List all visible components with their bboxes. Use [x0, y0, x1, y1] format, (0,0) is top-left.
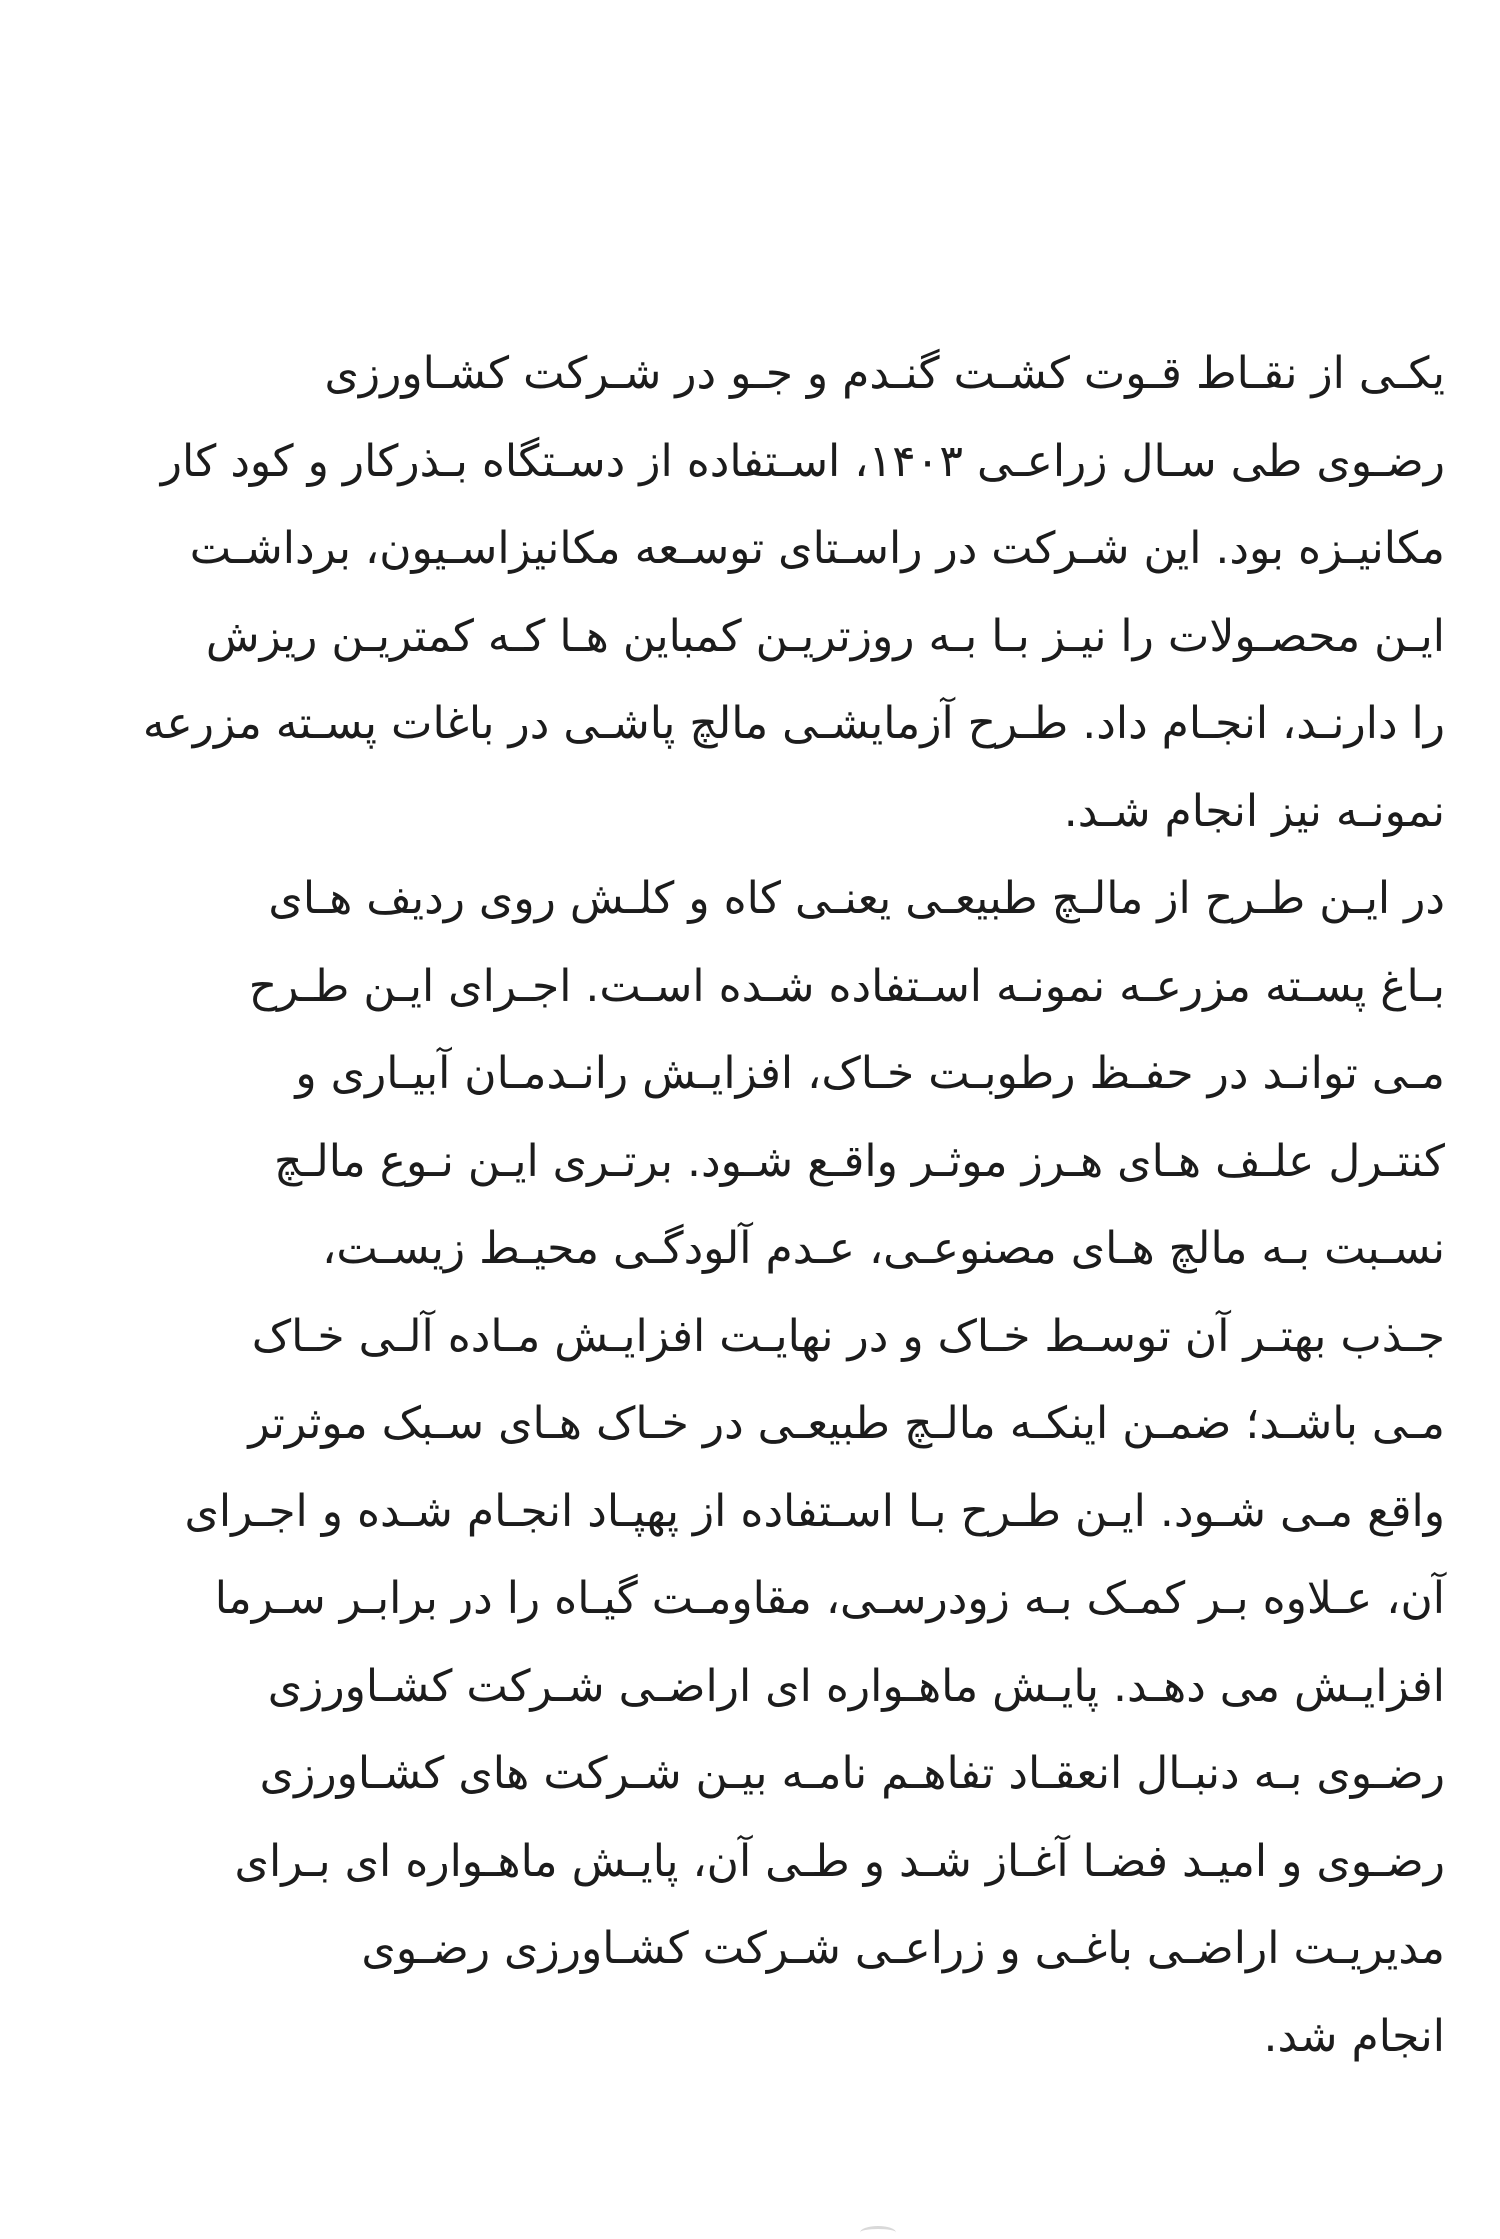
text-line: نسـبت بـه مالچ هـای مصنوعـی، عـدم آلودگـی محیـط زیسـت،: [322, 1223, 1445, 1274]
text-line: واقع مـی شـود. ایـن طـرح بـا اسـتفاده از پهپـاد انجـام شـده و اجـرای: [184, 1485, 1445, 1537]
text-line: مـی باشـد؛ ضمـن اینکـه مالـچ طبیعـی در خـاک هـای سـبک موثرتر: [248, 1398, 1445, 1449]
page-edge-mark: [860, 2226, 896, 2239]
text-line: مکانیـزه بود. این شـرکت در راسـتای توسـعه مکانیزاسـیون، برداشـت: [189, 523, 1445, 574]
text-line: رضـوی بـه دنبـال انعقـاد تفاهـم نامـه بیـن شـرکت های کشـاورزی: [259, 1748, 1445, 1799]
text-line: افزایـش می دهـد. پایـش ماهـواره ای اراضـی شـرکت کشـاورزی: [267, 1660, 1445, 1712]
text-line: رضـوی و امیـد فضـا آغـاز شـد و طـی آن، پایـش ماهـواره ای بـرای: [234, 1835, 1445, 1887]
text-line: یکـی از نقـاط قـوت کشـت گنـدم و جـو در شـرکت کشـاورزی: [324, 348, 1445, 399]
text-line: مـی توانـد در حفـظ رطوبـت خـاک، افزایـش رانـدمـان آبیـاری و: [295, 1048, 1445, 1099]
text-line: ایـن محصـولات را نیـز بـا بـه روزتریـن کمباین هـا کـه کمتریـن ریزش: [205, 610, 1445, 662]
text-line: انجام شد.: [1263, 2010, 1445, 2062]
paragraph-1: [142, 330, 1500, 855]
text-line: مدیریـت اراضـی باغـی و زراعـی شـرکت کشـاورزی رضـوی: [361, 1923, 1445, 1974]
text-line: آن، عـلاوه بـر کمـک بـه زودرسـی، مقاومـت گیـاه را در برابـر سـرما: [214, 1573, 1445, 1624]
text-line: جـذب بهتـر آن توسـط خـاک و در نهایـت افزایـش مـاده آلـی خـاک: [251, 1310, 1445, 1362]
text-line: در ایـن طـرح از مالـچ طبیعـی یعنـی کاه و کلـش روی ردیف هـای: [268, 873, 1445, 924]
text-line: بـاغ پسـته مزرعـه نمونـه اسـتفاده شـده اسـت. اجـرای ایـن طـرح: [248, 960, 1445, 1012]
text-line: رضـوی طی سـال زراعـی ۱۴۰۳، اسـتفاده از دسـتگاه بـذرکار و کود کار: [160, 435, 1445, 487]
body-text: [142, 330, 1500, 2080]
text-line: را دارنـد، انجـام داد. طـرح آزمایشـی مالچ پاشـی در باغات پسـته مزرعه: [142, 698, 1445, 749]
paragraph-2: [184, 855, 1500, 2080]
text-line: کنتـرل علـف هـای هـرز موثـر واقـع شـود. برتـری ایـن نـوع مالـچ: [274, 1135, 1445, 1187]
text-line: نمونـه نیز انجام شـد.: [1063, 785, 1445, 837]
